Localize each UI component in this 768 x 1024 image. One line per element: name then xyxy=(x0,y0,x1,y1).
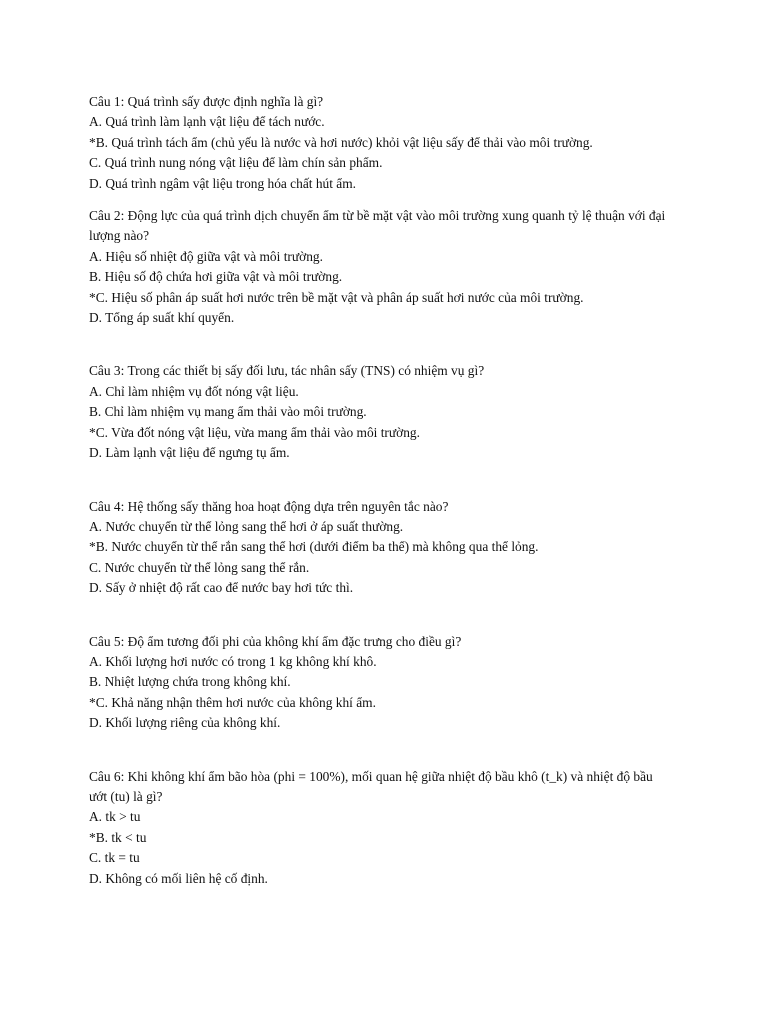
answer-option-d: D. Sấy ở nhiệt độ rất cao để nước bay hơi tức thì. xyxy=(89,580,354,596)
question-2 xyxy=(89,206,689,328)
answer-option-a: A. Nước chuyển từ thể lỏng sang thể hơi ở áp suất thường. xyxy=(89,518,404,534)
question-stem: Câu 4: Hệ thống sấy thăng hoa hoạt động dựa trên nguyên tắc nào? xyxy=(89,498,449,514)
answer-option-a: A. Khối lượng hơi nước có trong 1 kg không khí khô. xyxy=(89,653,377,669)
answer-option-a: A. tk > tu xyxy=(89,809,141,825)
question-stem: Câu 6: Khi không khí ẩm bão hòa (phi = 100%), mối quan hệ giữa nhiệt độ bầu khô (t_k) và nhiệt độ bầu ướt (tu) là gì? xyxy=(89,768,653,804)
answer-option-b: B. Hiệu số độ chứa hơi giữa vật và môi trường. xyxy=(89,269,343,285)
answer-option-b: *B. Nước chuyển từ thể rắn sang thể hơi (dưới điểm ba thể) mà không qua thể lỏng. xyxy=(89,539,539,555)
answer-option-a: A. Quá trình làm lạnh vật liệu để tách nước. xyxy=(89,114,325,130)
answer-option-b: B. Nhiệt lượng chứa trong không khí. xyxy=(89,674,291,690)
question-stem: Câu 2: Động lực của quá trình dịch chuyển ẩm từ bề mặt vật vào môi trường xung quanh tỷ lệ thuận với đại lượng nào? xyxy=(89,208,666,244)
question-4 xyxy=(89,497,689,599)
answer-option-c: C. Quá trình nung nóng vật liệu để làm chín sản phẩm. xyxy=(89,155,383,171)
document-body xyxy=(89,92,689,889)
question-5 xyxy=(89,632,689,734)
answer-option-c: *C. Vừa đốt nóng vật liệu, vừa mang ẩm thải vào môi trường. xyxy=(89,424,420,440)
answer-option-b: *B. Quá trình tách ẩm (chủ yếu là nước và hơi nước) khỏi vật liệu sấy để thải vào môi trường. xyxy=(89,134,593,150)
answer-option-c: C. tk = tu xyxy=(89,850,140,866)
answer-option-a: A. Hiệu số nhiệt độ giữa vật và môi trường. xyxy=(89,248,323,264)
answer-option-a: A. Chỉ làm nhiệm vụ đốt nóng vật liệu. xyxy=(89,383,299,399)
question-stem: Câu 1: Quá trình sấy được định nghĩa là gì? xyxy=(89,94,324,109)
answer-option-d: D. Không có mối liên hệ cố định. xyxy=(89,870,268,886)
answer-option-c: *C. Hiệu số phân áp suất hơi nước trên bề mặt vật và phân áp suất hơi nước của môi trường. xyxy=(89,289,584,305)
answer-option-d: D. Quá trình ngâm vật liệu trong hóa chất hút ẩm. xyxy=(89,175,357,191)
answer-option-d: D. Làm lạnh vật liệu để ngưng tụ ẩm. xyxy=(89,445,290,461)
answer-option-b: B. Chỉ làm nhiệm vụ mang ẩm thải vào môi trường. xyxy=(89,404,367,420)
answer-option-c: *C. Khả năng nhận thêm hơi nước của không khí ẩm. xyxy=(89,694,376,710)
question-6 xyxy=(89,767,689,889)
answer-option-d: D. Khối lượng riêng của không khí. xyxy=(89,715,281,731)
answer-option-b: *B. tk < tu xyxy=(89,829,147,845)
question-stem: Câu 5: Độ ẩm tương đối phi của không khí ẩm đặc trưng cho điều gì? xyxy=(89,633,462,649)
answer-option-d: D. Tổng áp suất khí quyển. xyxy=(89,310,235,326)
question-stem: Câu 3: Trong các thiết bị sấy đối lưu, tác nhân sấy (TNS) có nhiệm vụ gì? xyxy=(89,363,485,379)
answer-option-c: C. Nước chuyển từ thể lỏng sang thể rắn. xyxy=(89,559,310,575)
question-3 xyxy=(89,361,689,463)
question-1 xyxy=(89,92,689,194)
